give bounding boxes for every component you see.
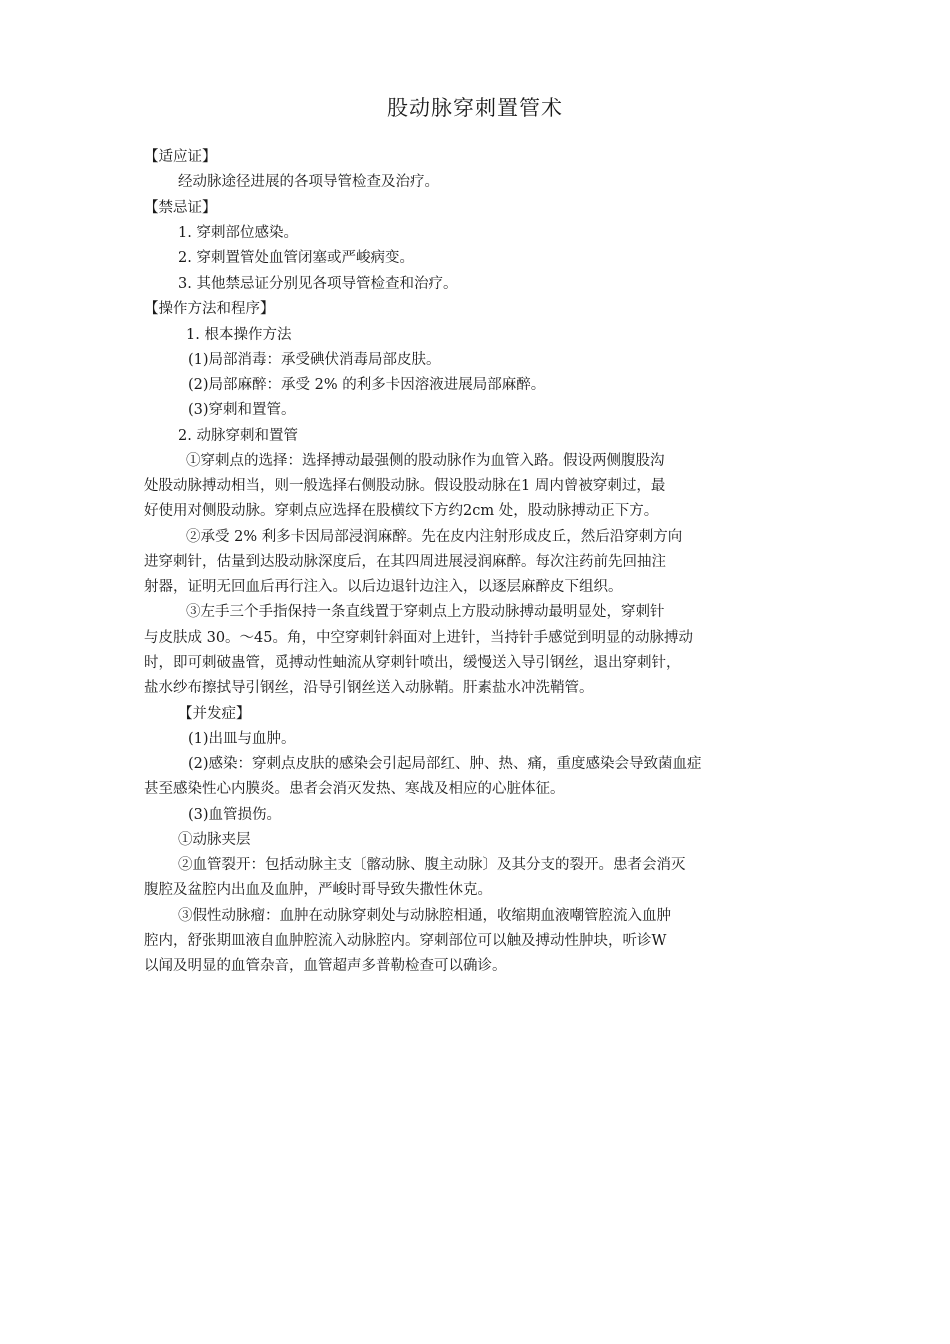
body-line: 好使用对侧股动脉。穿刺点应选择在股横纹下方约2cm 处，股动脉搏动正下方。: [144, 503, 659, 519]
body-line: ①穿刺点的选择：选择搏动最强侧的股动脉作为血管入路。假设两侧腹股沟: [186, 453, 665, 469]
sub-item: (1)出皿与血肿。: [188, 731, 296, 747]
body-line: 经动脉途径进展的各项导管检查及治疗。: [178, 174, 439, 190]
list-item: 2. 动脉穿刺和置管: [178, 428, 298, 444]
sub-item: (1)局部消毒：承受碘伏消毒局部皮肤。: [188, 352, 441, 368]
body-line: ③假性动脉瘤：血肿在动脉穿刺处与动脉腔相通，收缩期血液嘲管腔流入血肿: [178, 908, 671, 924]
body-line: 与皮肤成 30。～45。角，中空穿刺针斜面对上进针，当持针手感觉到明显的动脉搏动: [144, 630, 694, 646]
body-line: 处股动脉搏动相当，则一般选择右侧股动脉。假设股动脉在1 周内曾被穿刺过，最: [144, 478, 666, 494]
body-line: 甚至感染性心内膜炎。患者会消灭发热、寒战及相应的心脏体征。: [144, 781, 565, 797]
section-heading-complications: 【并发症】: [178, 706, 251, 722]
body-line: ①动脉夹层: [178, 832, 251, 848]
body-line: 时，即可刺破蛊管，觅搏动性蚰流从穿刺针喷出，缓慢送入导引钢丝，退出穿刺针，: [144, 655, 681, 671]
body-line: ②血管裂开：包括动脉主支〔髂动脉、腹主动脉〕及其分支的裂开。患者会消灭: [178, 857, 686, 873]
list-item: 1. 穿刺部位感染。: [178, 225, 298, 241]
section-heading-contraindications: 【禁忌证】: [144, 200, 217, 216]
sub-item: (3)血管损伤。: [188, 807, 282, 823]
body-line: 腔内，舒张期皿液自血肿腔流入动脉腔内。穿刺部位可以触及搏动性肿块，听诊W: [144, 933, 667, 949]
section-heading-indications: 【适应证】: [144, 149, 217, 165]
sub-item: (3)穿刺和置管。: [188, 402, 296, 418]
sub-item: (2)局部麻醉：承受 2% 的利多卡因溶液进展局部麻醉。: [188, 377, 546, 393]
list-item: 2. 穿刺置管处血管闭塞或严峻病变。: [178, 250, 414, 266]
list-item: 3. 其他禁忌证分别见各项导管检查和治疗。: [178, 276, 458, 292]
body-line: ③左手三个手指保持一条直线置于穿刺点上方股动脉搏动最明显处，穿刺针: [186, 604, 665, 620]
body-line: ②承受 2% 利多卡因局部浸润麻醉。先在皮内注射形成皮丘，然后沿穿刺方向: [186, 529, 683, 545]
document-title: 股动脉穿刺置管术: [387, 96, 563, 120]
body-line: 盐水纱布擦拭导引钢丝，沿导引钢丝送入动脉鞘。肝素盐水冲洗鞘管。: [144, 680, 594, 696]
section-heading-procedure: 【操作方法和程序】: [144, 301, 275, 317]
body-line: 腹腔及盆腔内出血及血肿，严峻时哥导致失撒性休克。: [144, 882, 492, 898]
body-line: 进穿刺针，估量到达股动脉深度后，在其四周进展浸润麻醉。每次注药前先回抽注: [144, 554, 666, 570]
body-line: 射器，证明无回血后再行注入。以后边退针边注入，以逐层麻醉皮下组织。: [144, 579, 623, 595]
body-line: 以闻及明显的血管杂音，血管超声多普勒检查可以确诊。: [144, 958, 507, 974]
list-item: 1. 根本操作方法: [186, 327, 292, 343]
sub-item: (2)感染：穿刺点皮肤的感染会引起局部红、肿、热、痛，重度感染会导致菌血症: [188, 756, 702, 772]
